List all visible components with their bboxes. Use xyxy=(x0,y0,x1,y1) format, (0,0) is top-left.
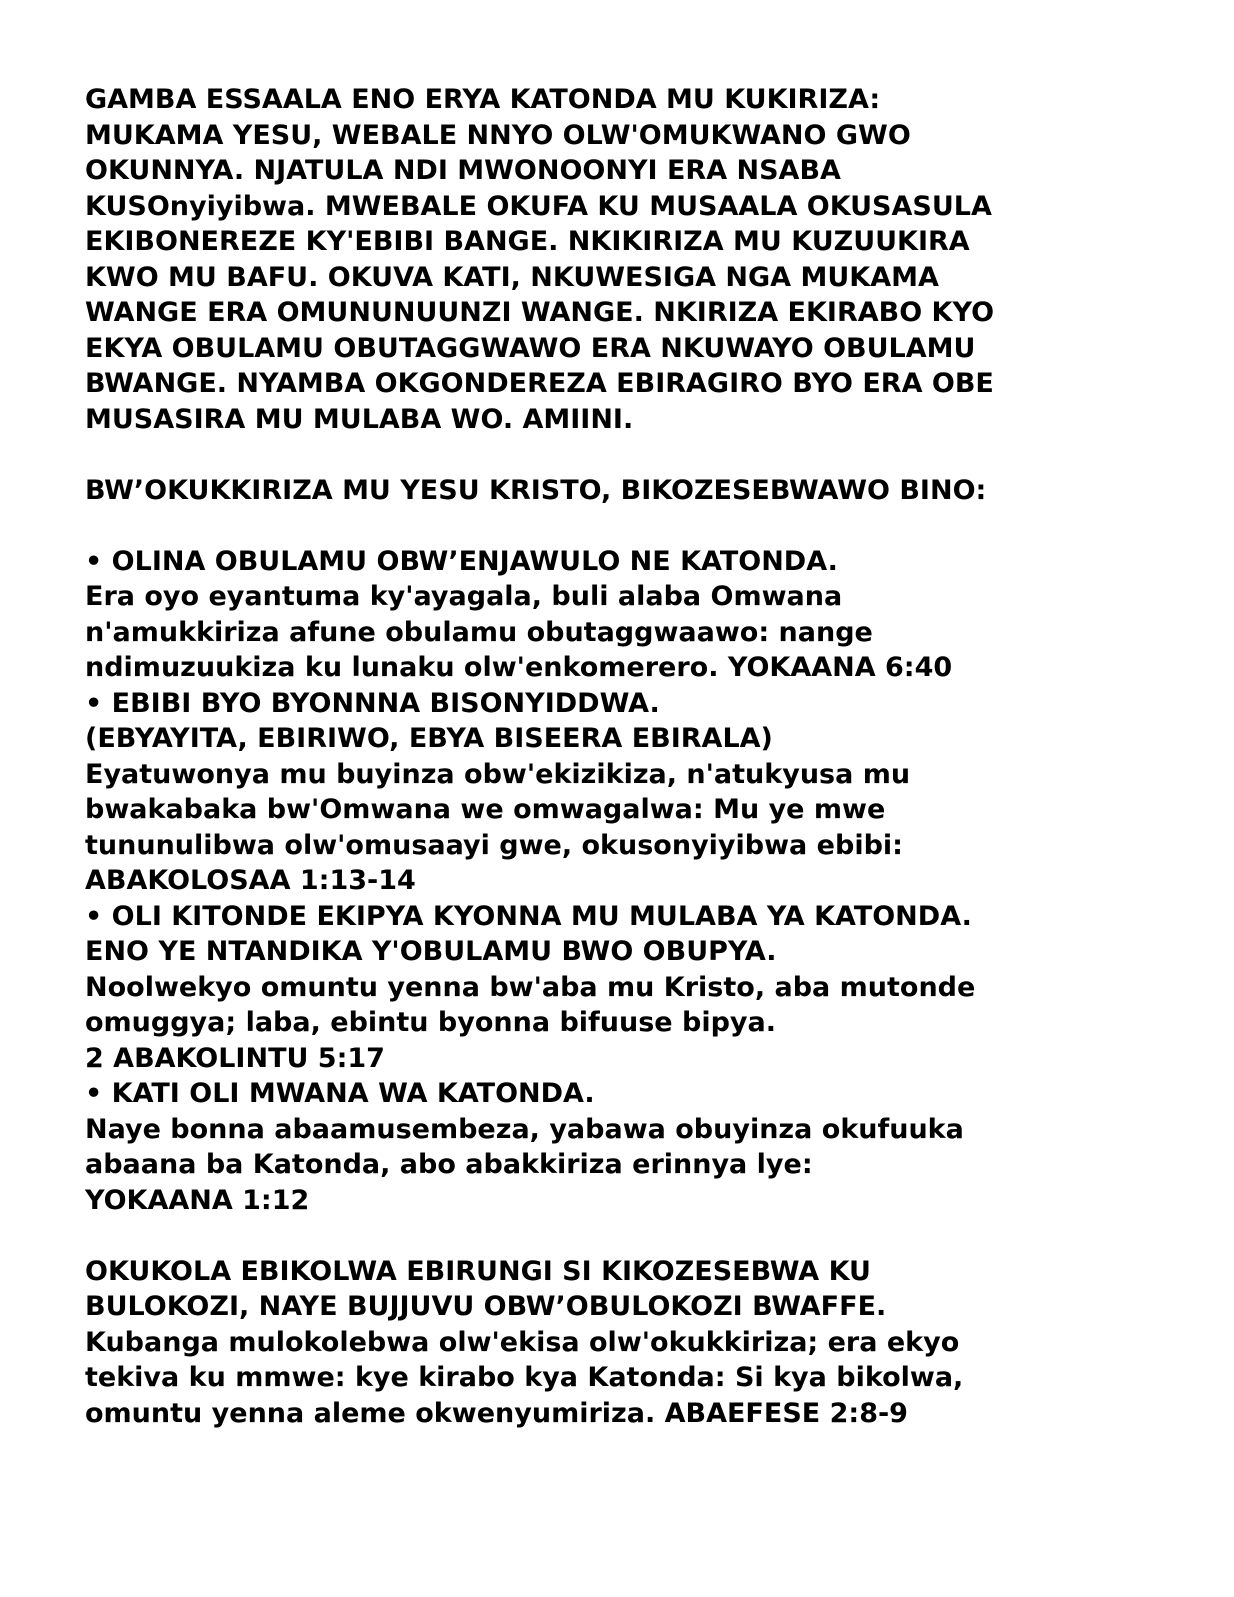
heading-text: BW’OKUKKIRIZA MU YESU KRISTO, BIKOZESEBWAWO BINO: xyxy=(85,474,987,506)
closing-line: tekiva ku mmwe: kye kirabo kya Katonda: Si kya bikolwa, xyxy=(85,1362,964,1393)
point-line: YOKAANA 1:12 xyxy=(85,1184,310,1216)
point-line: Noolwekyo omuntu yenna bw'aba mu Kristo, aba mutonde xyxy=(85,971,976,1003)
point-line: Eyatuwonya mu buyinza obw'ekizikiza, n'atukyusa mu xyxy=(85,758,911,790)
point-line: omuggya; laba, ebintu byonna bifuuse bipya. xyxy=(85,1007,776,1038)
point-line: ABAKOLOSAA 1:13-14 xyxy=(85,865,416,896)
point-line: bwakabaka bw'Omwana we omwagalwa: Mu ye mwe xyxy=(85,794,886,825)
prayer-line: GAMBA ESSAALA ENO ERYA KATONDA MU KUKIRIZA: xyxy=(85,84,881,115)
point-line: Naye bonna abaamusembeza, yabawa obuyinza okufuuka xyxy=(85,1113,964,1145)
paragraph-gap xyxy=(85,508,1185,544)
prayer-line: BWANGE. NYAMBA OKGONDEREZA EBIRAGIRO BYO ERA OBE xyxy=(85,368,994,399)
point-line: • EBIBI BYO BYONNNA BISONYIDDWA. xyxy=(85,687,660,719)
point-line: • OLI KITONDE EKIPYA KYONNA MU MULABA YA KATONDA. xyxy=(85,900,972,932)
closing-paragraph xyxy=(85,1254,1185,1432)
point-line: (EBYAYITA, EBIRIWO, EBYA BISEERA EBIRALA) xyxy=(85,723,773,754)
prayer-line: OKUNNYA. NJATULA NDI MWONOONYI ERA NSABA xyxy=(85,155,841,186)
closing-line: omuntu yenna aleme okwenyumiriza. ABAEFESE 2:8-9 xyxy=(85,1397,908,1429)
section-heading xyxy=(85,473,1185,509)
point-line: ENO YE NTANDIKA Y'OBULAMU BWO OBUPYA. xyxy=(85,936,777,967)
point-line: tununulibwa olw'omusaayi gwe, okusonyiyibwa ebibi: xyxy=(85,829,903,861)
points-list xyxy=(85,544,1185,1219)
document-page xyxy=(85,82,1185,1431)
point-line: 2 ABAKOLINTU 5:17 xyxy=(85,1042,385,1074)
point-line: n'amukkiriza afune obulamu obutaggwaawo: nange xyxy=(85,616,873,648)
point-line: Era oyo eyantuma ky'ayagala, buli alaba Omwana xyxy=(85,581,843,612)
point-line: abaana ba Katonda, abo abakkiriza erinnya lye: xyxy=(85,1149,813,1180)
prayer-line: EKYA OBULAMU OBUTAGGWAWO ERA NKUWAYO OBULAMU xyxy=(85,332,976,364)
closing-line: Kubanga mulokolebwa olw'ekisa olw'okukkiriza; era ekyo xyxy=(85,1326,960,1358)
closing-line: OKUKOLA EBIKOLWA EBIRUNGI SI KIKOZESEBWA KU xyxy=(85,1255,871,1287)
prayer-line: EKIBONEREZE KY'EBIBI BANGE. NKIKIRIZA MU KUZUUKIRA xyxy=(85,226,970,257)
prayer-line: KUSOnyiyibwa. MWEBALE OKUFA KU MUSAALA OKUSASULA xyxy=(85,190,992,222)
prayer-paragraph xyxy=(85,82,1185,437)
paragraph-gap xyxy=(85,1218,1185,1254)
closing-line: BULOKOZI, NAYE BUJJUVU OBW’OBULOKOZI BWAFFE. xyxy=(85,1291,887,1322)
prayer-line: KWO MU BAFU. OKUVA KATI, NKUWESIGA NGA MUKAMA xyxy=(85,261,939,293)
prayer-line: MUKAMA YESU, WEBALE NNYO OLW'OMUKWANO GWO xyxy=(85,119,911,151)
prayer-line: WANGE ERA OMUNUNUUNZI WANGE. NKIRIZA EKIRABO KYO xyxy=(85,297,995,328)
paragraph-gap xyxy=(85,437,1185,473)
point-line: • KATI OLI MWANA WA KATONDA. xyxy=(85,1078,595,1109)
point-line: ndimuzuukiza ku lunaku olw'enkomerero. YOKAANA 6:40 xyxy=(85,652,953,683)
prayer-line: MUSASIRA MU MULABA WO. AMIINI. xyxy=(85,403,634,435)
point-line: • OLINA OBULAMU OBW’ENJAWULO NE KATONDA. xyxy=(85,545,838,577)
